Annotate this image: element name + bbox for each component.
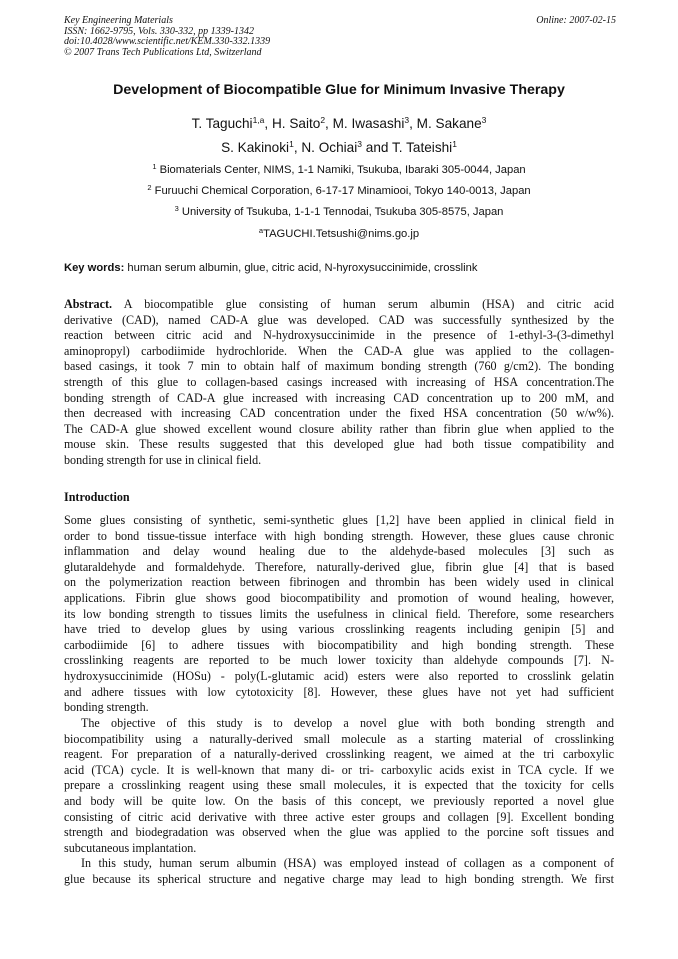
section-heading-introduction: Introduction [64, 490, 130, 504]
author-line-2 [0, 140, 678, 155]
corresponding-email [0, 228, 678, 240]
journal-header [64, 16, 270, 58]
abstract-line: strength of this glue to collagen-based casings increased with increasing of HSA concentration.The [64, 375, 614, 390]
abstract-line: mouse skin. These results suggested that this developed glue had both tissue compatibility and [64, 437, 614, 452]
abstract [64, 297, 614, 469]
affil-mark: 2 [147, 183, 152, 192]
abstract-line: The CAD-A glue showed excellent wound closure ability rather than fibrin glue when applied to the [64, 421, 614, 436]
email-mark: a [258, 226, 264, 235]
affiliation-3 [0, 206, 678, 218]
issn-line: ISSN: 1662-9795, Vols. 330-332, pp 1339-1342 [64, 25, 254, 37]
author-affil-mark: 3 [404, 115, 410, 125]
online-date: Online: 2007-02-15 [536, 15, 616, 26]
affil-text: University of Tsukuba, 1-1-1 Tennodai, Tsukuba 305-8575, Japan [178, 206, 504, 218]
doi-line: doi:10.4028/www.scientific.net/KEM.330-332.1339 [64, 36, 271, 47]
intro-line: glutaraldehyde and formaldehyde. Therefore, naturally-derived glue, fibrin glue [4] that is based [64, 559, 614, 574]
affiliation-1 [0, 164, 678, 176]
intro-line: reagent. For preparation of a naturally-derived crosslinking reagent, we aimed at the tri carboxylic [64, 747, 614, 762]
keywords-text: human serum albumin, glue, citric acid, N-hyroxysuccinimide, crosslink [124, 262, 478, 274]
intro-line: carbodiimide [6] to adhere tissues with biocompatibility and high bonding strength. These [64, 637, 614, 652]
intro-line: biocompatibility using a naturally-derived small molecule as a starting material of crosslinking [64, 731, 614, 746]
intro-line: prepare a crosslinking reagent using these small molecules, it is expected that the toxicity for cells [64, 778, 614, 793]
intro-line: its low bonding strength to tissues limits the usefulness in clinical field. Therefore, some researchers [64, 606, 614, 621]
author-name: S. Kakinoki [221, 140, 290, 155]
intro-line: crosslinking reagents are reported to be much lower toxicity than aldehyde compounds [7]. N- [64, 653, 614, 668]
keywords [64, 262, 477, 274]
abstract-line [64, 297, 614, 313]
author-affil-mark: 3 [481, 115, 487, 125]
intro-line: and body will be quite low. On the basis of this concept, we previously reported a novel glue [64, 793, 614, 808]
intro-line: and adhere tissues with low cytotoxicity [8]. However, these glues have not yet had sufficient [64, 684, 614, 699]
author-name: , H. Saito [264, 116, 321, 131]
intro-line: consisting of citric acid derivative with three active ester groups and collagen [9]. Excellent bonding [64, 809, 614, 824]
copyright-line: © 2007 Trans Tech Publications Ltd, Switzerland [64, 46, 262, 58]
affil-mark: 3 [174, 204, 179, 213]
intro-line: bonding strength. [64, 700, 149, 715]
keywords-label: Key words: [64, 262, 125, 274]
author-affil-mark: 1 [452, 139, 457, 149]
affil-text: Biomaterials Center, NIMS, 1-1 Namiki, Tsukuba, Ibaraki 305-0044, Japan [156, 164, 526, 176]
author-affil-mark: 2 [320, 115, 326, 125]
abstract-line: based casings, it took 7 min to obtain half of maximum bonding strength (760 g/cm2). The bonding [64, 359, 614, 374]
paper-title: Development of Biocompatible Glue for Minimum Invasive Therapy [113, 82, 565, 98]
abstract-line: aminopropyl) carbodiimide hydrochloride. When the CAD-A glue was applied to the collagen- [64, 343, 614, 358]
intro-line: Some glues consisting of synthetic, semi-synthetic glues [1,2] have been applied in clinical field in [64, 513, 614, 527]
intro-line: acid (TCA) cycle. It is well-known that many di- or tri- carboxylic acids exist in TCA cycle. If we [64, 762, 614, 777]
affil-mark: 1 [152, 162, 157, 171]
author-name: , M. Iwasashi [325, 116, 405, 131]
intro-line: applications. Fibrin glue shows good biocompatibility and promotion of wound healing, however, [64, 591, 614, 606]
abstract-label: Abstract. [64, 297, 113, 311]
author-name: T. Taguchi [191, 116, 253, 131]
abstract-line: derivative (CAD), named CAD-A glue was developed. CAD was successfully synthesized by the [64, 312, 614, 327]
intro-line: subcutaneous implantation. [64, 840, 197, 855]
intro-line: order to bond tissue-tissue interface with high bonding strength. However, these glues cause chronic [64, 528, 614, 543]
intro-line: In this study, human serum albumin (HSA) was employed instead of collagen as a component of [81, 856, 614, 871]
affiliation-2 [0, 185, 678, 197]
abstract-line: bonding strength of CAD-A glue increased with increasing CAD concentration up to 200 mM, and [64, 390, 614, 405]
author-name: , N. Ochiai [293, 140, 358, 155]
author-name: and T. Tateishi [362, 140, 453, 155]
abstract-line: reaction between citric acid and N-hydroxysuccinimide in the presence of 1-ethyl-3-(3-dimethyl [64, 328, 614, 343]
author-line-1 [0, 116, 678, 131]
intro-line: strength and biodegradation was observed when the glue was applied to the porcine soft tissues and [64, 825, 614, 840]
journal-name: Key Engineering Materials [64, 15, 173, 26]
intro-line: The objective of this study is to develop a novel glue with both bonding strength and [81, 715, 614, 730]
introduction-body [64, 513, 614, 888]
intro-line: glue because its spherical structure and negative charge may lead to high bonding strength. We first [64, 872, 614, 887]
intro-line: hydroxysuccinimide (HOSu) - poly(L-glutamic acid) esters were also reported to crosslink gelatin [64, 669, 614, 684]
abstract-line-text: A biocompatible glue consisting of human serum albumin (HSA) and citric acid [112, 297, 614, 311]
author-affil-mark: 3 [357, 139, 363, 149]
author-affil-mark: 1,a [252, 115, 265, 125]
intro-line: inflammation and delay wound healing due to the aldehyde-based molecules [3] such as [64, 544, 614, 559]
intro-line: on the polymerization reaction between fibrinogen and thrombin has been widely used in clinical [64, 575, 614, 590]
affil-text: Furuuchi Chemical Corporation, 6-17-17 Minamiooi, Tokyo 140-0013, Japan [151, 185, 531, 197]
abstract-line: bonding strength for use in clinical field. [64, 453, 262, 468]
author-name: , M. Sakane [409, 116, 482, 131]
intro-line: have tried to develop glues by using various crosslinking reagents including genipin [5] and [64, 622, 614, 637]
abstract-line: then decreased with increasing CAD concentration under the fixed HSA concentration (50 w/w%). [64, 406, 614, 421]
email-text: TAGUCHI.Tetsushi@nims.go.jp [263, 228, 420, 240]
author-affil-mark: 1 [289, 139, 294, 149]
